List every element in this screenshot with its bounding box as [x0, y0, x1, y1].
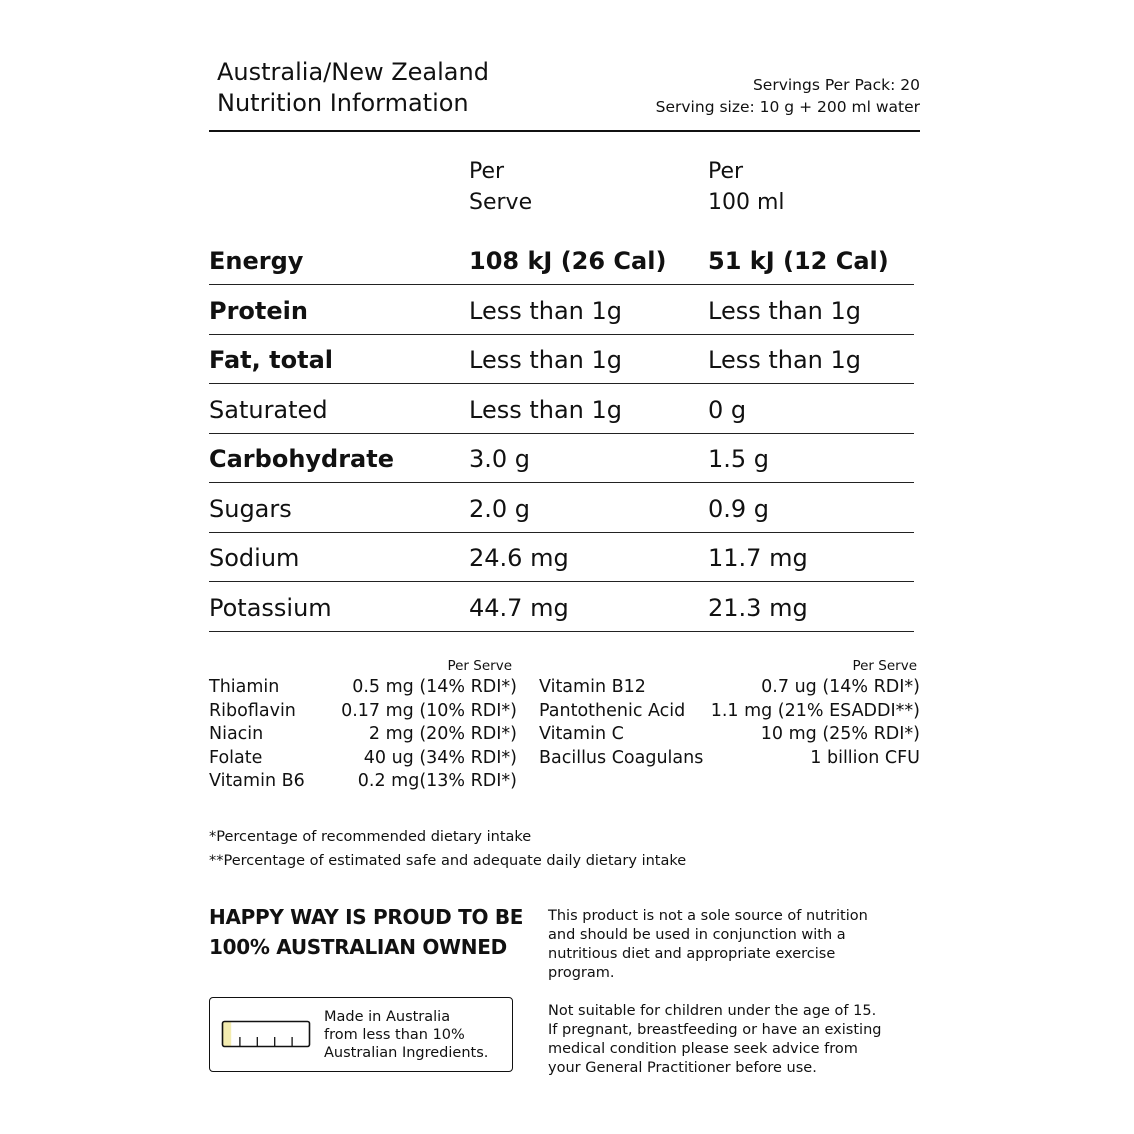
vitamin-value: 40 ug (34% RDI*) — [363, 747, 517, 768]
nutrient-value-per-100ml: 51 kJ (12 Cal) — [708, 247, 889, 275]
column-header-per-100ml — [708, 156, 785, 218]
nutrient-label: Protein — [209, 296, 308, 325]
nutrient-value-per-serve: 44.7 mg — [469, 593, 569, 622]
vitamin-name: Thiamin — [209, 677, 280, 697]
nutrient-value-per-serve: Less than 1g — [469, 346, 623, 374]
disclaimer-line: nutritious diet and appropriate exercise — [548, 946, 836, 962]
vitamins-left-column — [209, 656, 517, 794]
made-in-australia-text — [324, 1008, 488, 1062]
vitamin-value: 0.2 mg(13% RDI*) — [357, 771, 517, 792]
footnote-esaddi: **Percentage of estimated safe and adequate daily dietary intake — [209, 852, 687, 869]
made-in-australia-label — [209, 997, 513, 1072]
nutrient-value-per-100ml: 11.7 mg — [708, 544, 808, 572]
nutrient-row-saturated — [209, 384, 914, 434]
disclaimer-paragraph-2 — [548, 1002, 908, 1078]
nutrient-row-carbohydrate — [209, 434, 914, 484]
nutrient-value-per-100ml: 1.5 g — [708, 445, 770, 473]
disclaimer-line: Not suitable for children under the age of 15. — [548, 1003, 877, 1019]
nutrient-row-sodium — [209, 533, 914, 583]
disclaimer — [548, 907, 908, 1097]
header-divider — [209, 130, 920, 132]
vitamin-name: Niacin — [209, 724, 264, 745]
nutrient-label: Fat, total — [209, 346, 333, 374]
vitamin-value: 0.5 mg (14% RDI*) — [352, 677, 517, 697]
australian-owned-line-1: HAPPY WAY IS PROUD TO BE — [209, 905, 524, 929]
nutrition-table — [209, 236, 914, 632]
vitamins-right-column — [539, 656, 920, 770]
vitamin-name: Vitamin B6 — [209, 771, 305, 792]
serving-info — [656, 74, 920, 118]
vitamin-name: Vitamin B12 — [539, 677, 646, 697]
vitamin-row-riboflavin — [209, 700, 517, 724]
australian-ingredients-bar-outline — [223, 1022, 310, 1047]
disclaimer-line: program. — [548, 965, 615, 981]
vitamin-value: 10 mg (25% RDI*) — [760, 724, 920, 745]
nutrient-value-per-serve: 3.0 g — [469, 445, 531, 473]
nutrient-value-per-serve: 108 kJ (26 Cal) — [469, 247, 667, 275]
made-in-line-3: Australian Ingredients. — [324, 1045, 489, 1061]
nutrient-row-sugars — [209, 483, 914, 533]
vitamin-value: 1 billion CFU — [810, 747, 920, 768]
vitamin-value: 2 mg (20% RDI*) — [368, 724, 517, 745]
vitamin-row-vitamin-b6 — [209, 770, 517, 794]
made-in-line-2: from less than 10% — [324, 1027, 465, 1043]
nutrient-row-protein — [209, 285, 914, 335]
vitamin-value: 1.1 mg (21% ESADDI**) — [710, 700, 920, 721]
disclaimer-paragraph-1 — [548, 907, 908, 983]
nutrient-label: Energy — [209, 247, 304, 275]
disclaimer-line: If pregnant, breastfeeding or have an existing — [548, 1022, 882, 1038]
vitamin-row-bacillus-coagulans — [539, 747, 920, 771]
panel-title — [217, 57, 489, 119]
vitamin-name: Vitamin C — [539, 724, 624, 745]
nutrient-row-fat-total — [209, 335, 914, 385]
column-header-per-serve-line1: Per — [469, 159, 505, 184]
title-line-2: Nutrition Information — [217, 89, 469, 117]
nutrient-value-per-100ml: Less than 1g — [708, 346, 862, 374]
vitamin-value: 0.17 mg (10% RDI*) — [341, 700, 517, 721]
vitamin-row-vitamin-b12 — [539, 676, 920, 700]
column-header-per-serve — [469, 156, 532, 218]
column-header-per-100ml-line1: Per — [708, 159, 744, 184]
disclaimer-line: and should be used in conjunction with a — [548, 927, 846, 943]
servings-per-pack: Servings Per Pack: 20 — [752, 76, 920, 94]
column-header-per-100ml-line2: 100 ml — [708, 190, 785, 215]
vitamin-row-vitamin-c — [539, 723, 920, 747]
column-header-per-serve-line2: Serve — [469, 190, 533, 215]
nutrient-row-potassium — [209, 582, 914, 632]
disclaimer-line: This product is not a sole source of nutrition — [548, 908, 868, 924]
vitamin-row-thiamin — [209, 676, 517, 700]
disclaimer-line: your General Practitioner before use. — [548, 1060, 817, 1076]
nutrient-label: Saturated — [209, 395, 328, 424]
vitamin-name: Bacillus Coagulans — [539, 747, 704, 768]
nutrient-value-per-serve: Less than 1g — [469, 296, 623, 325]
nutrient-value-per-100ml: 0.9 g — [708, 494, 770, 523]
title-line-1: Australia/New Zealand — [217, 58, 489, 86]
australian-ingredients-bar-icon — [221, 1020, 313, 1048]
australian-ingredients-bar-fill — [223, 1022, 232, 1047]
nutrient-label: Potassium — [209, 593, 332, 622]
nutrient-value-per-serve: 2.0 g — [469, 494, 531, 523]
disclaimer-line: medical condition please seek advice from — [548, 1041, 858, 1057]
australian-owned-statement — [209, 902, 523, 962]
nutrient-value-per-100ml: 21.3 mg — [708, 593, 808, 622]
serving-size: Serving size: 10 g + 200 ml water — [655, 98, 920, 116]
nutrient-label: Sodium — [209, 544, 300, 572]
vitamin-row-pantothenic-acid — [539, 700, 920, 724]
nutrient-value-per-serve: Less than 1g — [469, 395, 623, 424]
nutrient-value-per-serve: 24.6 mg — [469, 544, 569, 572]
nutrient-row-energy — [209, 236, 914, 285]
vitamins-left-header: Per Serve — [447, 658, 512, 674]
australian-owned-line-2: 100% AUSTRALIAN OWNED — [209, 935, 507, 959]
vitamins-right-header: Per Serve — [852, 658, 917, 674]
nutrient-label: Carbohydrate — [209, 445, 395, 473]
nutrient-value-per-100ml: 0 g — [708, 395, 747, 424]
nutrient-value-per-100ml: Less than 1g — [708, 296, 862, 325]
nutrient-label: Sugars — [209, 494, 292, 523]
vitamin-name: Riboflavin — [209, 700, 296, 721]
footnotes — [209, 826, 686, 873]
australian-ingredients-bar-ticks — [240, 1037, 292, 1047]
vitamin-row-niacin — [209, 723, 517, 747]
vitamin-value: 0.7 ug (14% RDI*) — [761, 677, 920, 697]
made-in-line-1: Made in Australia — [324, 1009, 451, 1025]
vitamin-row-folate — [209, 747, 517, 771]
footnote-rdi: *Percentage of recommended dietary intake — [209, 829, 532, 845]
vitamin-name: Pantothenic Acid — [539, 700, 686, 721]
vitamin-name: Folate — [209, 747, 263, 768]
